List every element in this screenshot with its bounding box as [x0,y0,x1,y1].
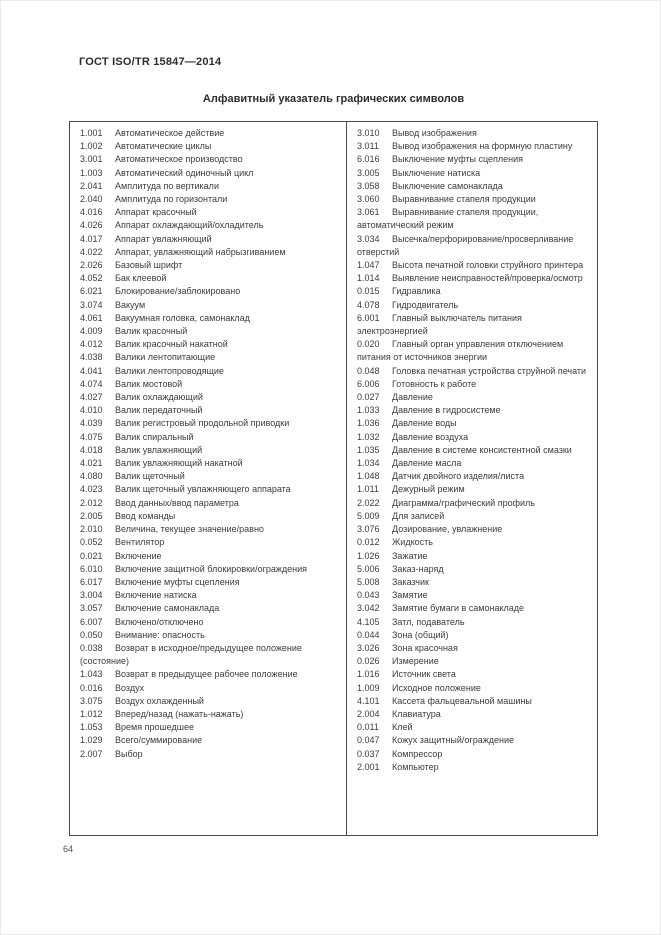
symbol-code: 2.004 [357,708,380,719]
symbol-label: Выключение натиска [392,167,481,178]
symbol-label: Воздух [115,682,145,693]
symbol-code: 2.010 [80,524,103,535]
symbol-code: 4.027 [80,392,103,403]
index-entry [357,431,591,444]
symbol-label: Диаграмма/графический профиль [392,497,535,508]
symbol-label: Головка печатная устройства струйной печати [392,365,587,376]
symbol-label: Давление в системе консистентной смазки [392,444,572,455]
symbol-code: 4.023 [80,484,103,495]
index-entry [357,682,591,695]
symbol-code: 4.078 [357,299,380,310]
index-entry [357,721,591,734]
symbol-label: Дежурный режим [392,484,465,495]
index-entry [357,668,591,681]
index-entry [357,734,591,747]
symbol-label: Вакуумная головка, самонаклад [115,312,250,323]
symbol-code: 3.011 [357,141,379,152]
index-column-right [347,122,597,835]
index-entry [357,550,591,563]
index-entry [80,153,340,166]
index-entry [80,708,340,721]
index-entry [80,510,340,523]
symbol-code: 4.022 [80,246,103,257]
symbol-label: Включено/отключено [115,616,204,627]
symbol-label: Вперед/назад (нажать-нажать) [115,708,244,719]
symbol-code: 6.021 [80,286,103,297]
index-entry [80,576,340,589]
symbol-code: 0.050 [80,629,103,640]
symbol-code: 0.012 [357,537,380,548]
index-entry [357,616,591,629]
symbol-code: 3.034 [357,233,380,244]
symbol-label: Валик спиральный [115,431,194,442]
index-entry [357,497,591,510]
symbol-label: Давление масла [392,458,462,469]
symbol-code: 0.048 [357,365,380,376]
symbol-label: Валики лентопитающие [115,352,216,363]
page-title: Алфавитный указатель графических символов [202,93,465,105]
index-entry [357,259,591,272]
symbol-label: Кожух защитный/ограждение [392,735,515,746]
index-entry [357,404,591,417]
symbol-code: 4.039 [80,418,103,429]
symbol-code: 1.033 [357,405,380,416]
index-entry [80,589,340,602]
symbol-code: 4.017 [80,233,103,244]
symbol-label: Выключение самонаклада [392,180,503,191]
index-entry [80,285,340,298]
symbol-code: 3.076 [357,524,380,535]
index-entry [80,417,340,430]
symbol-code: 5.008 [357,576,380,587]
index-entry [357,708,591,721]
symbol-label: Валик передаточный [115,405,203,416]
symbol-label: Выравнивание стапеля продукции, автоматический режим [357,207,539,231]
index-entry [357,642,591,655]
symbol-code: 2.007 [80,748,103,759]
index-entry [80,536,340,549]
symbol-code: 2.001 [357,761,380,772]
symbol-code: 1.032 [357,431,380,442]
symbol-code: 6.010 [80,563,103,574]
symbol-code: 1.048 [357,471,380,482]
symbol-code: 0.021 [80,550,103,561]
symbol-code: 1.043 [80,669,103,680]
index-entry [80,140,340,153]
symbol-label: Вентилятор [115,537,165,548]
index-entry [357,272,591,285]
symbol-code: 0.044 [357,629,380,640]
index-entry [357,629,591,642]
symbol-code: 3.010 [357,128,380,138]
index-entry [80,180,340,193]
symbol-label: Затл, подаватель [392,616,465,627]
index-entry [80,233,340,246]
symbol-label: Аппарат красочный [115,207,197,218]
symbol-label: Гидродвигатель [392,299,459,310]
symbol-label: Замятие [392,590,428,601]
index-entry [80,457,340,470]
index-entry [80,365,340,378]
symbol-code: 1.011 [357,484,379,495]
symbol-code: 4.026 [80,220,103,231]
index-entry [357,391,591,404]
symbol-code: 4.074 [80,378,103,389]
symbol-label: Аппарат, увлажняющий набрызгиванием [115,246,286,257]
index-entry [80,563,340,576]
index-entry [80,602,340,615]
index-entry [357,563,591,576]
index-entry [80,272,340,285]
index-entry [357,127,591,140]
index-entry [357,748,591,761]
symbol-label: Возврат в предыдущее рабочее положение [115,669,298,680]
index-entry [80,444,340,457]
symbol-label: Главный выключатель питания электроэнергией [357,312,522,337]
symbol-label: Исходное положение [392,682,481,693]
symbol-label: Давление воды [392,418,457,429]
symbol-label: Дозирование, увлажнение [392,524,503,535]
index-entry [357,444,591,457]
symbol-code: 6.017 [80,576,103,587]
symbol-label: Зона (общий) [392,629,449,640]
symbol-label: Валик регистровый продольной приводки [115,418,290,429]
index-entry [80,219,340,232]
symbol-code: 1.001 [80,128,103,138]
symbol-label: Внимание: опасность [115,629,205,640]
symbol-code: 4.075 [80,431,103,442]
symbol-code: 6.007 [80,616,103,627]
symbol-code: 4.105 [357,616,380,627]
symbol-code: 6.016 [357,154,380,165]
symbol-code: 4.021 [80,458,103,469]
index-entry [80,127,340,140]
symbol-code: 3.061 [357,207,380,218]
symbol-code: 4.016 [80,207,103,218]
index-entry [80,642,340,668]
symbol-code: 1.036 [357,418,380,429]
symbol-code: 1.047 [357,260,380,271]
index-entry [357,695,591,708]
symbol-label: Готовность к работе [392,378,477,389]
symbol-code: 1.029 [80,735,103,746]
symbol-code: 4.101 [357,695,380,706]
index-entry [357,761,591,774]
symbol-code: 3.042 [357,603,380,614]
symbol-label: Замятие бумаги в самонакладе [392,603,525,614]
index-entry [80,523,340,536]
symbol-code: 2.022 [357,497,380,508]
symbol-code: 0.020 [357,339,380,350]
symbol-code: 3.057 [80,603,103,614]
symbol-code: 0.038 [80,642,103,653]
symbol-label: Валик щеточный увлажняющего аппарата [115,484,291,495]
symbol-label: Выявление неисправностей/проверка/осмотр [392,273,583,284]
symbol-code: 2.005 [80,510,103,521]
symbol-label: Валик охлаждающий [115,392,203,403]
symbol-label: Выбор [115,748,143,759]
symbol-label: Блокирование/заблокировано [115,286,241,297]
symbol-code: 1.053 [80,722,103,733]
symbol-label: Валик увлажняющий [115,444,203,455]
symbol-code: 2.026 [80,260,103,271]
symbol-code: 3.001 [80,154,103,165]
symbol-label: Заказчик [392,576,429,587]
symbol-code: 2.041 [80,180,103,191]
symbol-code: 1.035 [357,444,380,455]
symbol-code: 3.058 [357,180,380,191]
symbol-label: Ввод данных/ввод параметра [115,497,239,508]
symbol-label: Воздух охлажденный [115,695,204,706]
index-table [69,121,598,836]
index-entry [80,391,340,404]
symbol-code: 1.002 [80,141,103,152]
symbol-code: 4.061 [80,312,103,323]
index-entry [357,233,591,259]
symbol-label: Компьютер [392,761,439,772]
symbol-label: Включение [115,550,162,561]
index-entry [80,312,340,325]
symbol-label: Включение защитной блокировки/ограждения [115,563,308,574]
symbol-label: Вывод изображения на формную пластину [392,141,573,152]
symbol-code: 0.011 [357,722,379,733]
index-entry [357,285,591,298]
symbol-code: 0.047 [357,735,380,746]
index-entry [357,299,591,312]
symbol-label: Автоматическое действие [115,128,225,138]
symbol-label: Базовый шрифт [115,260,183,271]
index-entry [80,470,340,483]
symbol-code: 6.006 [357,378,380,389]
symbol-code: 1.014 [357,273,380,284]
symbol-label: Давление в гидросистеме [392,405,501,416]
symbol-code: 3.060 [357,194,380,205]
symbol-code: 0.043 [357,590,380,601]
symbol-label: Гидравлика [392,286,441,297]
index-entry [357,589,591,602]
symbol-code: 4.018 [80,444,103,455]
symbol-code: 0.027 [357,392,380,403]
index-entry [357,140,591,153]
index-entry [80,550,340,563]
symbol-label: Зона красочная [392,642,458,653]
symbol-label: Вакуум [115,299,146,310]
symbol-code: 4.009 [80,326,103,337]
index-entry [357,153,591,166]
symbol-label: Автоматическое производство [115,154,243,165]
symbol-code: 3.005 [357,167,380,178]
index-entry [357,523,591,536]
index-entry [80,629,340,642]
symbol-label: Время прошедшее [115,722,194,733]
index-entry [80,378,340,391]
symbol-code: 4.012 [80,339,103,350]
index-entry [80,734,340,747]
symbol-code: 3.075 [80,695,103,706]
symbol-label: Включение натиска [115,590,197,601]
symbol-label: Валик щеточный [115,471,185,482]
index-entry [357,180,591,193]
symbol-code: 0.037 [357,748,380,759]
index-entry [80,497,340,510]
index-column-left [70,122,347,835]
index-entry [357,602,591,615]
index-entry [357,576,591,589]
symbol-code: 1.034 [357,458,380,469]
symbol-label: Выключение муфты сцепления [392,154,524,165]
index-entry [357,193,591,206]
symbol-label: Зажатие [392,550,428,561]
index-entry [357,510,591,523]
symbol-label: Кассета фальцевальной машины [392,695,532,706]
symbol-code: 1.026 [357,550,380,561]
symbol-label: Всего/суммирование [115,735,203,746]
index-entry [80,483,340,496]
index-entry [80,695,340,708]
index-entry [357,483,591,496]
index-entry [80,167,340,180]
symbol-label: Высота печатной головки струйного принтера [392,260,584,271]
index-entry [357,457,591,470]
symbol-label: Автоматические циклы [115,141,212,152]
symbol-code: 4.041 [80,365,103,376]
index-entry [357,378,591,391]
symbol-label: Датчик двойного изделия/листа [392,471,525,482]
index-entry [80,338,340,351]
index-entry [357,312,591,338]
symbol-label: Высечка/перфорирование/просверливание отверстий [357,233,574,257]
index-entry [80,431,340,444]
index-entry [357,536,591,549]
index-entry [80,721,340,734]
symbol-label: Ввод команды [115,510,176,521]
index-entry [80,748,340,761]
symbol-label: Давление воздуха [392,431,469,442]
symbol-code: 0.015 [357,286,380,297]
symbol-label: Давление [392,392,433,403]
index-entry [80,325,340,338]
index-entry [80,246,340,259]
symbol-code: 4.010 [80,405,103,416]
symbol-label: Аппарат охлаждающий/охладитель [115,220,264,231]
index-entry [80,299,340,312]
index-entry [80,259,340,272]
index-entry [357,365,591,378]
symbol-label: Клавиатура [392,708,441,719]
symbol-code: 5.006 [357,563,380,574]
symbol-label: Выравнивание стапеля продукции [392,194,536,205]
symbol-code: 4.080 [80,471,103,482]
index-entry [357,470,591,483]
symbol-label: Валик мостовой [115,378,183,389]
symbol-code: 3.074 [80,299,103,310]
symbol-code: 1.016 [357,669,380,680]
symbol-label: Валики лентопроводящие [115,365,224,376]
symbol-code: 6.001 [357,312,380,323]
index-entry [357,655,591,668]
symbol-label: Величина, текущее значение/равно [115,524,264,535]
symbol-code: 1.009 [357,682,380,693]
index-entry [80,206,340,219]
symbol-label: Автоматический одиночный цикл [115,167,254,178]
symbol-code: 5.009 [357,510,380,521]
index-entry [357,167,591,180]
symbol-label: Бак клеевой [115,273,167,284]
index-entry [80,682,340,695]
document-header: ГОСТ ISO/TR 15847—2014 [79,56,222,68]
symbol-code: 0.016 [80,682,103,693]
symbol-label: Главный орган управления отключением питания от источников энергии [357,339,564,363]
index-entry [80,668,340,681]
symbol-code: 4.038 [80,352,103,363]
symbol-label: Для записей [392,510,445,521]
symbol-code: 0.052 [80,537,103,548]
symbol-label: Жидкость [392,537,433,548]
symbol-label: Измерение [392,656,439,667]
symbol-label: Валик красочный [115,326,188,337]
symbol-label: Аппарат увлажняющий [115,233,212,244]
symbol-code: 0.026 [357,656,380,667]
symbol-code: 1.003 [80,167,103,178]
index-entry [357,206,591,232]
symbol-code: 1.012 [80,708,103,719]
symbol-code: 2.040 [80,194,103,205]
symbol-label: Вывод изображения [392,128,477,138]
index-entry [80,351,340,364]
symbol-label: Амплитуда по вертикали [115,180,219,191]
symbol-label: Компрессор [392,748,443,759]
symbol-label: Источник света [392,669,456,680]
page-number: 64 [63,844,74,854]
index-entry [80,404,340,417]
index-entry [80,616,340,629]
symbol-label: Заказ-наряд [392,563,444,574]
index-entry [80,193,340,206]
symbol-code: 3.004 [80,590,103,601]
index-entry [357,417,591,430]
symbol-label: Включение самонаклада [115,603,220,614]
symbol-label: Возврат в исходное/предыдущее положение (состояние) [80,642,302,667]
symbol-label: Валик увлажняющий накатной [115,458,243,469]
symbol-label: Клей [392,722,413,733]
index-entry [357,338,591,364]
symbol-label: Включение муфты сцепления [115,576,240,587]
symbol-code: 4.052 [80,273,103,284]
symbol-code: 2.012 [80,497,103,508]
symbol-label: Валик красочный накатной [115,339,228,350]
symbol-label: Амплитуда по горизонтали [115,194,228,205]
symbol-code: 3.026 [357,642,380,653]
